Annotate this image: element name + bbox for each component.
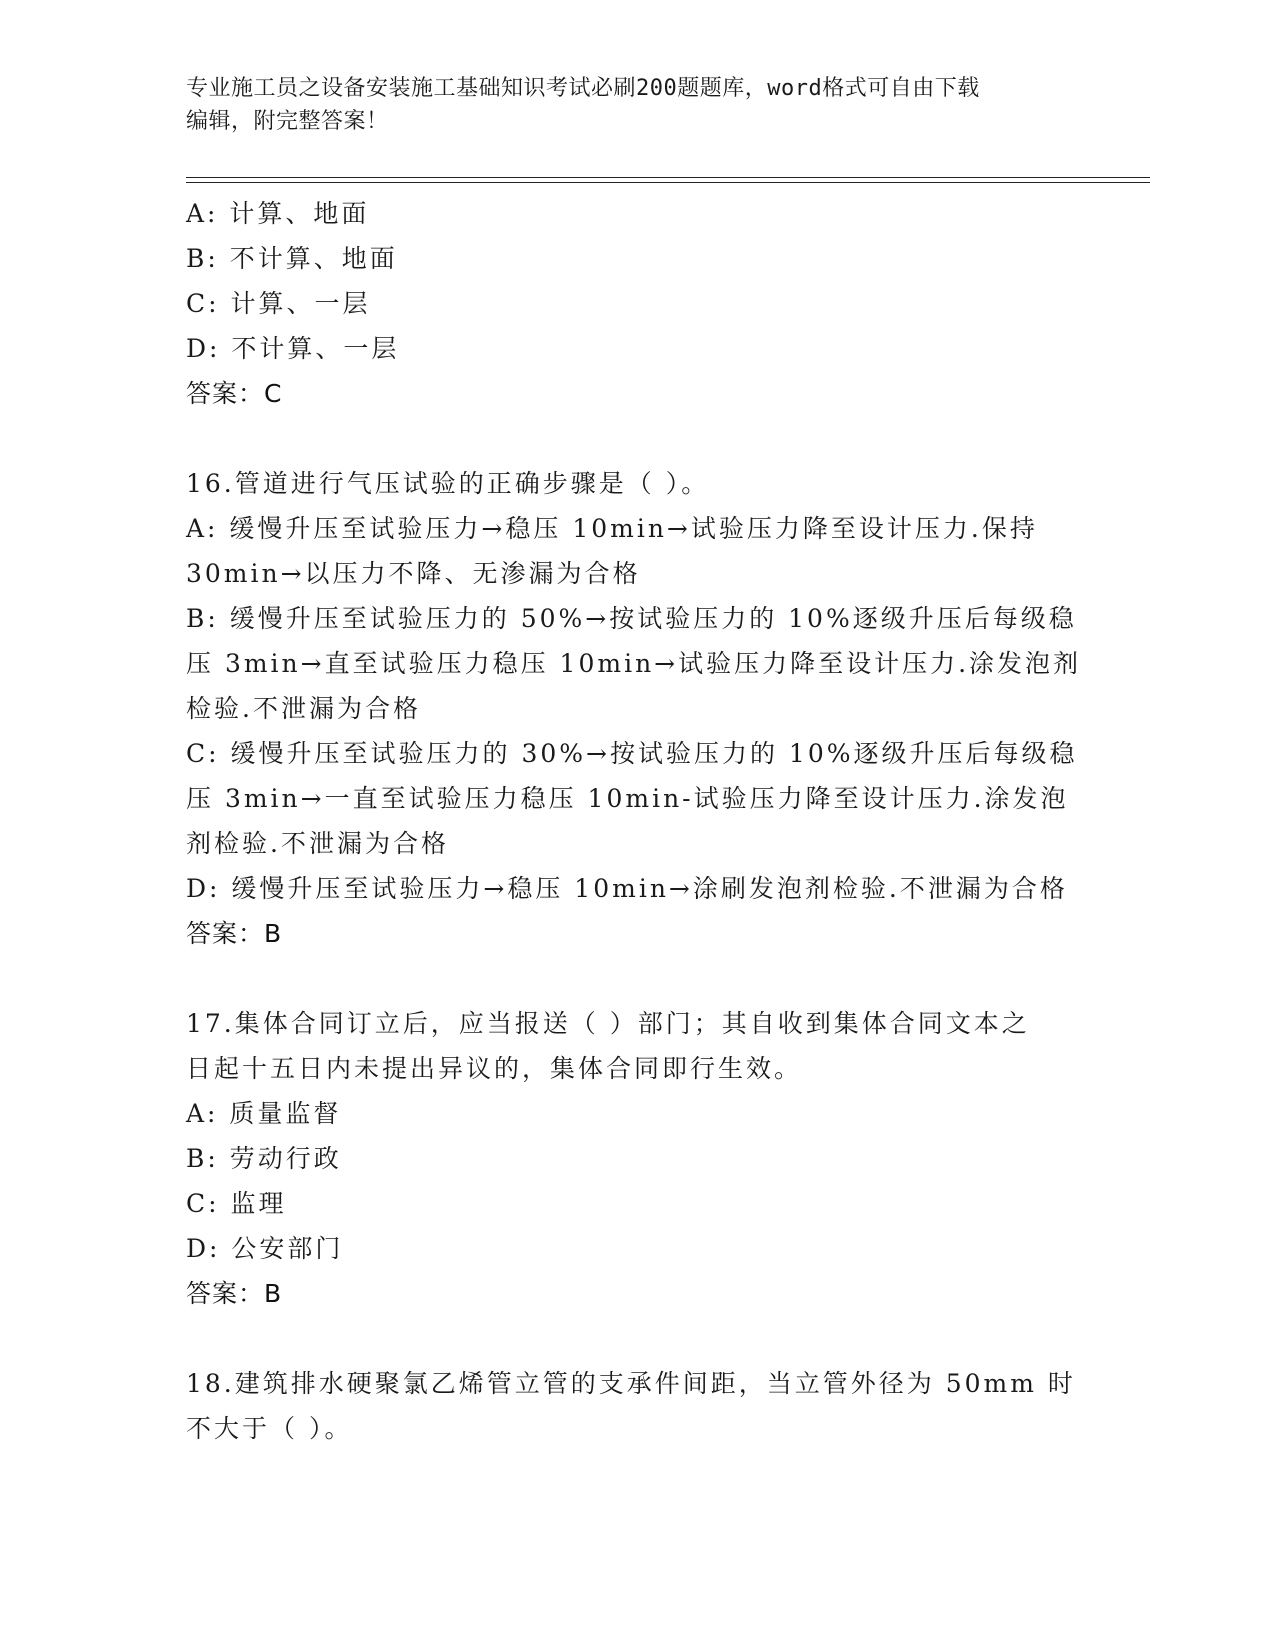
answer-line: 答案：C [186, 379, 283, 408]
option-d: D: 不计算、一层 [186, 334, 400, 363]
option-b-line-1: B: 缓慢升压至试验压力的 50%→按试验压力的 10%逐级升压后每级稳 [186, 604, 1077, 633]
option-b-line-3: 检验.不泄漏为合格 [186, 694, 421, 723]
option-a-line-1: A: 缓慢升压至试验压力→稳压 10min→试验压力降至设计压力.保持 [186, 514, 1038, 543]
option-b: B: 劳动行政 [186, 1144, 342, 1173]
question-text-line-1: 17.集体合同订立后，应当报送（ ）部门；其自收到集体合同文本之 [186, 1009, 1030, 1038]
header-divider-top [186, 177, 1150, 178]
question-18-block [186, 1361, 1086, 1451]
header-divider-bottom [186, 182, 1150, 183]
option-c-line-3: 剂检验.不泄漏为合格 [186, 829, 449, 858]
option-d: D: 公安部门 [186, 1234, 344, 1263]
option-b-line-2: 压 3min→直至试验压力稳压 10min→试验压力降至设计压力.涂发泡剂 [186, 649, 1082, 678]
option-d-line-1: D: 缓慢升压至试验压力→稳压 10min→涂刷发泡剂检验.不泄漏为合格 [186, 874, 1068, 903]
question-text-line-2: 日起十五日内未提出异议的，集体合同即行生效。 [186, 1054, 803, 1083]
document-header [186, 72, 1076, 138]
question-text-line-1: 18.建筑排水硬聚氯乙烯管立管的支承件间距，当立管外径为 50mm 时 [186, 1369, 1076, 1398]
question-content [186, 191, 1086, 1451]
option-a: A: 质量监督 [186, 1099, 342, 1128]
option-c-line-1: C: 缓慢升压至试验压力的 30%→按试验压力的 10%逐级升压后每级稳 [186, 739, 1078, 768]
option-a-line-2: 30min→以压力不降、无渗漏为合格 [186, 559, 641, 588]
option-a: A: 计算、地面 [186, 199, 370, 228]
question-17-block [186, 1001, 1086, 1316]
option-c: C: 计算、一层 [186, 289, 371, 318]
option-c: C: 监理 [186, 1189, 287, 1218]
header-title-line-1: 专业施工员之设备安装施工基础知识考试必刷200题题库，word格式可自由下载 [186, 76, 980, 101]
header-title-line-2: 编辑，附完整答案！ [186, 109, 389, 134]
spacer [186, 1316, 1086, 1361]
question-15-block [186, 191, 1086, 416]
spacer [186, 956, 1086, 1001]
answer-line: 答案：B [186, 919, 283, 948]
answer-line: 答案：B [186, 1279, 283, 1308]
question-16-block [186, 461, 1086, 956]
question-text: 16.管道进行气压试验的正确步骤是（ ）。 [186, 469, 710, 498]
option-b: B: 不计算、地面 [186, 244, 398, 273]
question-text-line-2: 不大于（ ）。 [186, 1414, 353, 1443]
spacer [186, 416, 1086, 461]
option-c-line-2: 压 3min→一直至试验压力稳压 10min-试验压力降至设计压力.涂发泡 [186, 784, 1069, 813]
